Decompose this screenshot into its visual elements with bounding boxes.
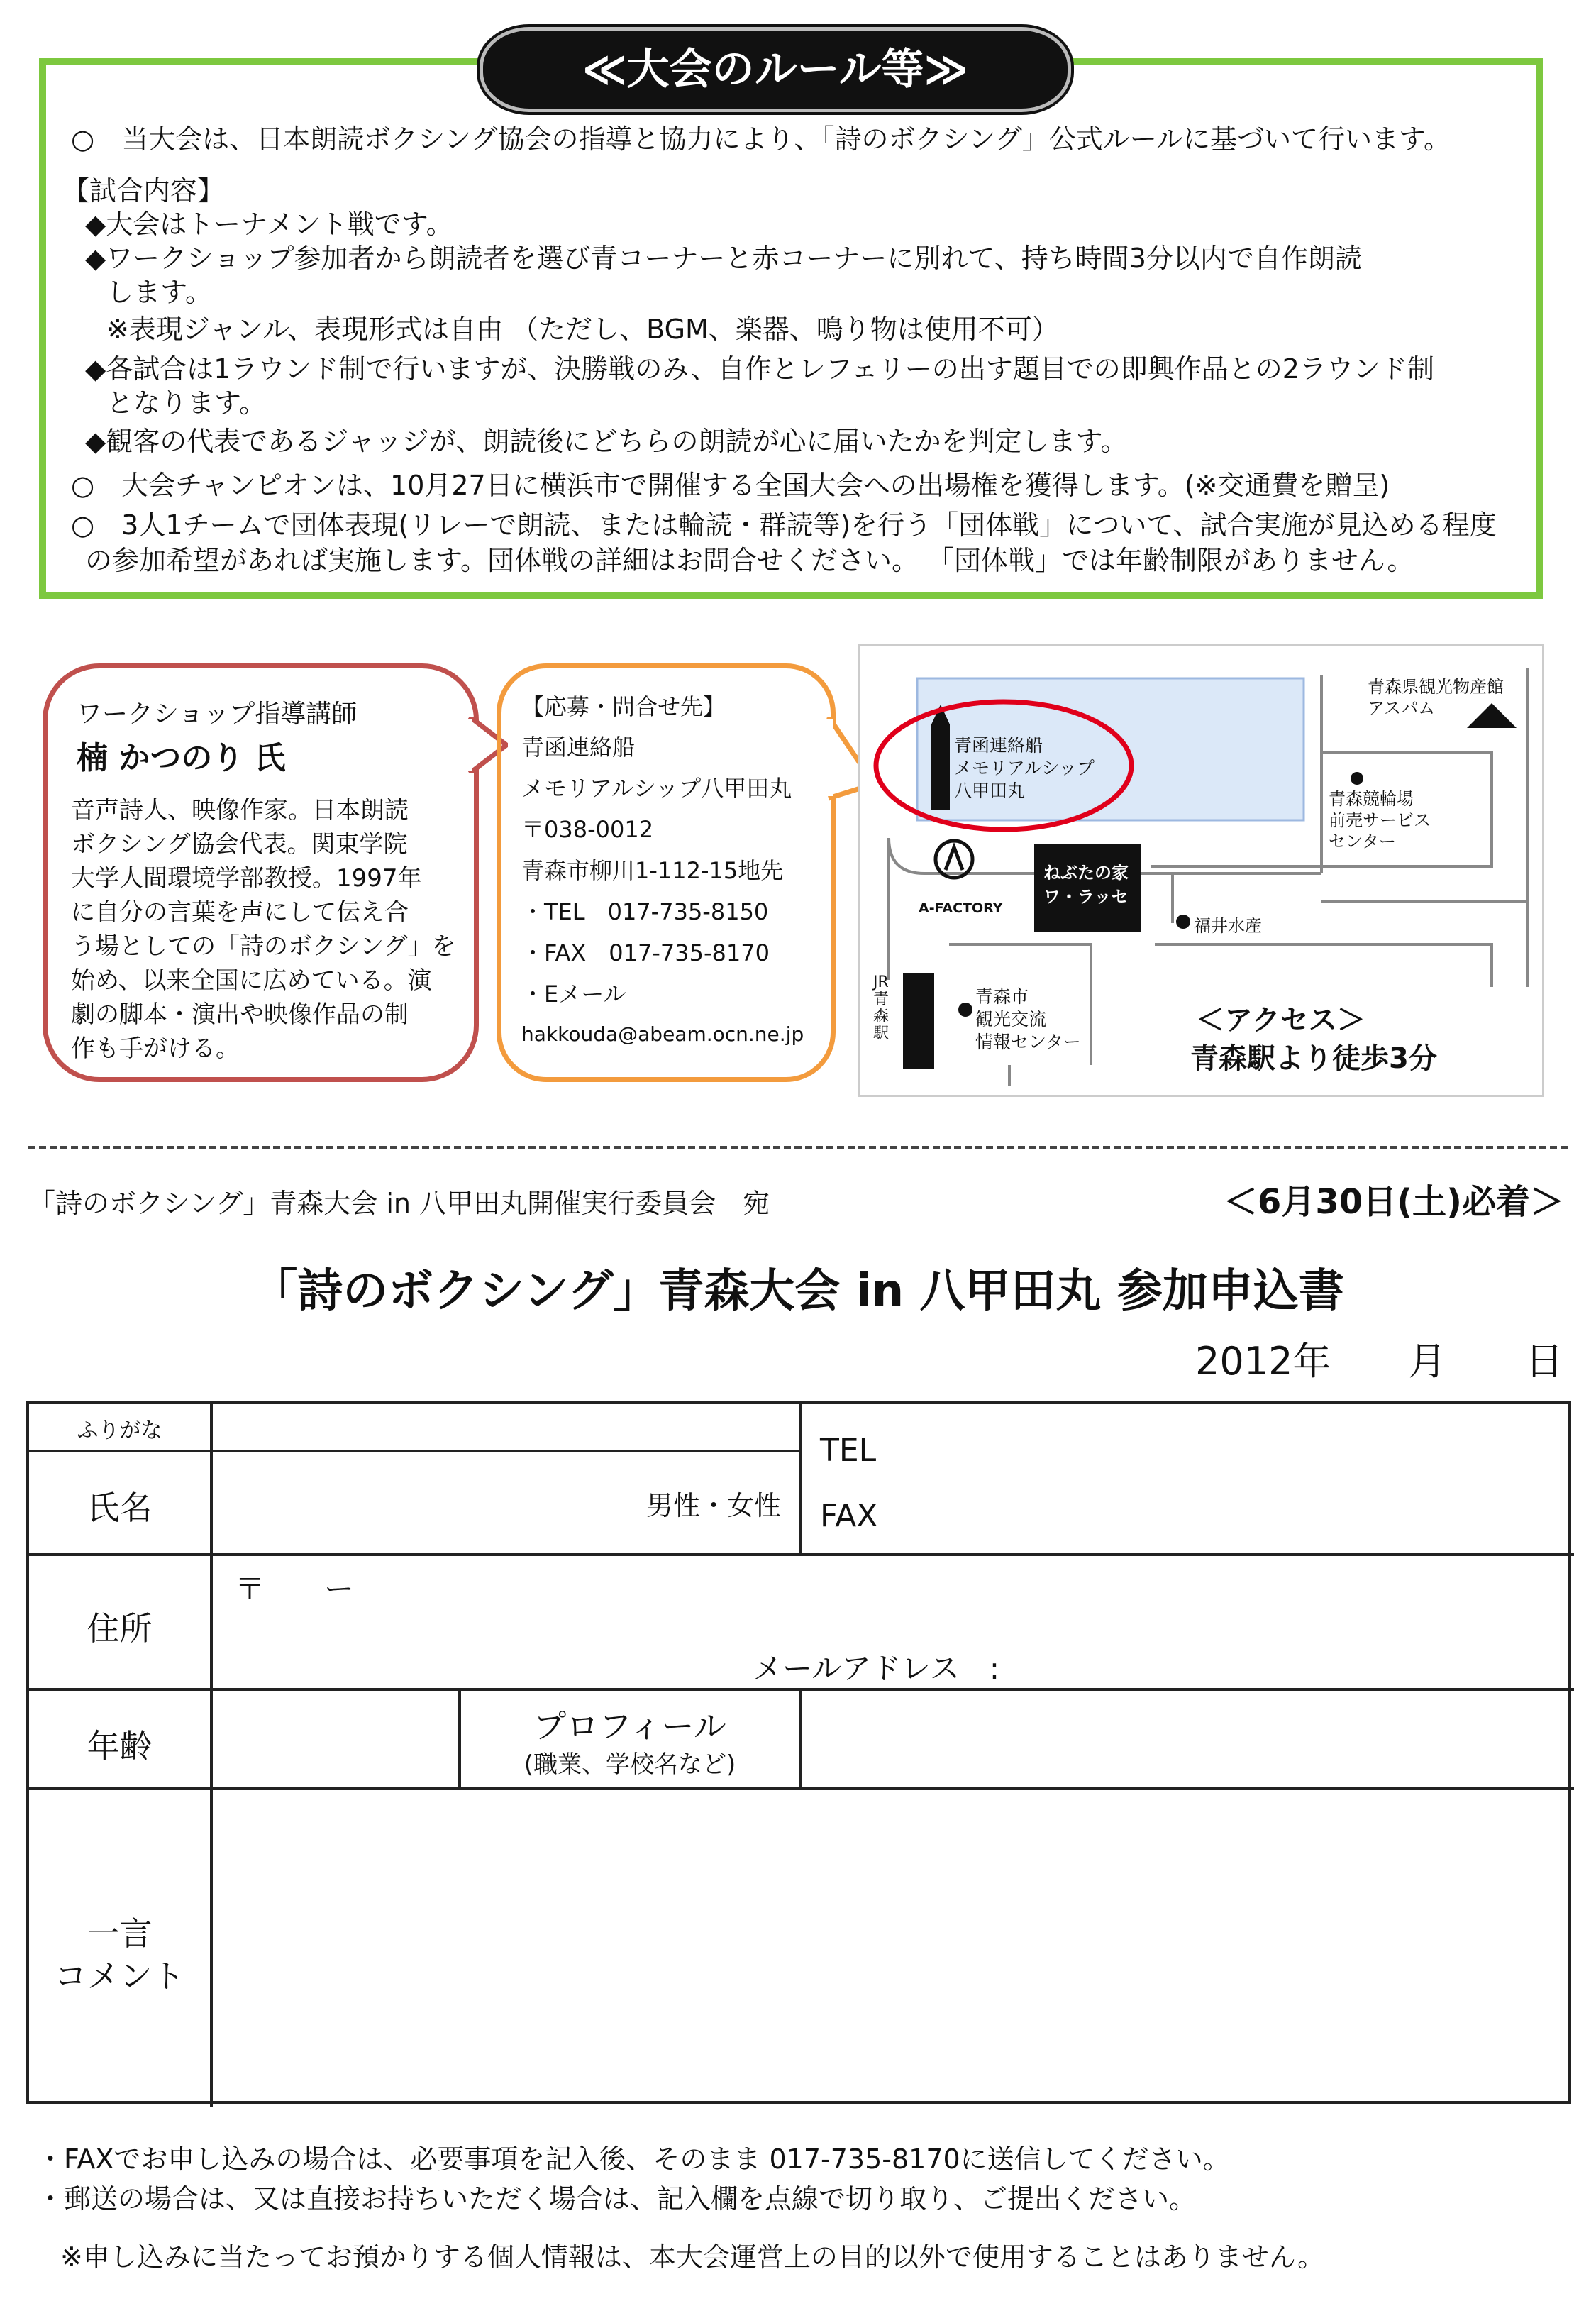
contact-line: 青森市柳川1-112-15地先 <box>521 857 784 884</box>
rule-note: ○ 3人1チームで団体表現(リレーで朗読、または輪読・群読等)を行う「団体戦」について、試合実施が見込める程度 <box>71 509 1497 541</box>
application-form-table <box>26 1401 1571 2104</box>
bio-line: 劇の脚本・演出や映像作品の制 <box>71 1000 409 1029</box>
gender-select[interactable]: 男性・女性 <box>646 1490 782 1521</box>
address-label: 住所 <box>87 1609 153 1648</box>
email-label: メールアドレス : <box>753 1651 1000 1686</box>
footer-fax-note: ・FAXでお申し込みの場合は、必要事項を記入後、そのまま 017-735-8170に送信してください。 <box>37 2144 1230 2175</box>
fax-label: FAX <box>820 1498 878 1534</box>
rules-intro: ○ 当大会は、日本朗読ボクシング協会の指導と協力により、「詩のボクシング」公式ルールに基づいて行います。 <box>71 123 1451 155</box>
contact-heading: 【応募・問合せ先】 <box>521 693 726 720</box>
instructor-bio <box>71 793 468 1066</box>
asupamu-line: 青森県観光物産館 <box>1368 677 1504 697</box>
map-kanko <box>975 986 1081 1054</box>
profile-field[interactable] <box>802 1691 1568 1786</box>
map-ship-label <box>954 734 1095 802</box>
contact-fax: ・FAX 017-735-8170 <box>521 939 770 966</box>
nebuta-line: ねぶたの家 <box>1043 863 1129 883</box>
map-keirin <box>1329 788 1431 852</box>
date-year[interactable]: 2012年 <box>1195 1339 1331 1384</box>
age-label: 年齢 <box>87 1727 153 1765</box>
contact-info <box>521 687 833 1054</box>
kanko-line: 観光交流 <box>975 1009 1047 1030</box>
access-text: 青森駅より徒歩3分 <box>1190 1042 1437 1075</box>
rule-item: ◆ワークショップ参加者から朗読者を選び青コーナーと赤コーナーに別れて、持ち時間3分以内で自作朗読 <box>85 243 1362 274</box>
access-title: ＜アクセス＞ <box>1196 1004 1365 1037</box>
keirin-line: センター <box>1329 832 1397 851</box>
bio-line: う場としての「詩のボクシング」を <box>71 932 456 961</box>
map-nebuta <box>1043 861 1129 909</box>
map-station: JR青森駅 <box>873 973 890 1042</box>
ship-label-line: 青函連絡船 <box>954 735 1043 756</box>
profile-label: プロフィール <box>533 1707 726 1745</box>
form-deadline: ＜6月30日(土)必着＞ <box>1223 1182 1564 1222</box>
instructor-name: 楠 かつのり 氏 <box>77 740 286 776</box>
bio-line: 音声詩人、映像作家。日本朗読 <box>71 796 409 824</box>
furigana-field[interactable] <box>214 1407 795 1448</box>
ship-label-line: 八甲田丸 <box>954 780 1026 801</box>
map-asupamu <box>1368 676 1504 719</box>
furigana-label: ふりがな <box>77 1418 162 1443</box>
instructor-role: ワークショップ指導講師 <box>77 700 358 729</box>
rule-item: ◆大会はトーナメント戦です。 <box>85 209 453 240</box>
bio-line: ボクシング協会代表。関東学院 <box>71 830 408 859</box>
date-month[interactable]: 月 <box>1408 1339 1446 1384</box>
comment-label: 一言 <box>87 1914 153 1953</box>
age-field[interactable] <box>214 1691 455 1786</box>
cut-line <box>28 1146 1568 1149</box>
ship-label-line: メモリアルシップ <box>954 758 1095 778</box>
comment-label: コメント <box>54 1957 185 1995</box>
contact-tel: ・TEL 017-735-8150 <box>521 898 769 925</box>
postal-code-field[interactable]: 〒 ー <box>235 1572 355 1606</box>
form-addressee: 「詩のボクシング」青森大会 in 八甲田丸開催実行委員会 宛 <box>28 1188 770 1219</box>
map-fukui: 福井水産 <box>1194 916 1262 936</box>
bio-line: 作も手がける。 <box>71 1035 240 1063</box>
bio-line: に自分の言葉を声にして伝え合 <box>71 898 409 927</box>
contact-line: メモリアルシップ八甲田丸 <box>521 775 792 802</box>
contact-email-label: ・Eメール <box>521 981 626 1008</box>
profile-sublabel: (職業、学校名など) <box>523 1750 736 1779</box>
access-map <box>858 644 1544 1097</box>
bio-line: 始め、以来全国に広めている。演 <box>71 966 432 995</box>
contact-line: 青函連絡船 <box>521 734 636 761</box>
date-day[interactable]: 日 <box>1525 1339 1563 1384</box>
rule-item: ◆観客の代表であるジャッジが、朗読後にどちらの朗読が心に届いたかを判定します。 <box>85 426 1128 457</box>
contact-email[interactable]: hakkouda@abeam.ocn.ne.jp <box>521 1022 804 1046</box>
rule-item: ※表現ジャンル、表現形式は自由 （ただし、BGM、楽器、鳴り物は使用不可） <box>106 314 1059 345</box>
kanko-line: 情報センター <box>975 1032 1082 1052</box>
rule-item: します。 <box>106 277 212 308</box>
map-afactory: A-FACTORY <box>919 900 1003 916</box>
kanko-line: 青森市 <box>975 986 1029 1007</box>
comment-field[interactable] <box>215 1793 1566 2100</box>
rule-note: ○ 大会チャンピオンは、10月27日に横浜市で開催する全国大会への出場権を獲得します。(※交通費を贈呈) <box>71 470 1390 501</box>
name-label: 氏名 <box>87 1489 153 1527</box>
rules-title: ≪大会のルール等≫ <box>480 27 1071 112</box>
map-access <box>1190 1001 1437 1078</box>
footer-privacy-note: ※申し込みに当たってお預かりする個人情報は、本大会運営上の目的以外で使用することはありません。 <box>60 2241 1325 2273</box>
contact-line: 〒038-0012 <box>521 816 654 843</box>
asupamu-line: アスパム <box>1368 698 1436 718</box>
footer-mail-note: ・郵送の場合は、又は直接お持ちいただく場合は、記入欄を点線で切り取り、ご提出ください。 <box>37 2183 1197 2214</box>
keirin-line: 前売サービス <box>1329 810 1431 830</box>
bio-line: 大学人間環境学部教授。1997年 <box>71 864 422 893</box>
tel-label: TEL <box>820 1433 877 1469</box>
rule-item: となります。 <box>106 387 266 419</box>
rules-section-title: 【試合内容】 <box>62 175 225 206</box>
form-title: 「詩のボクシング」青森大会 in 八甲田丸 参加申込書 <box>252 1265 1344 1318</box>
rule-item: ◆各試合は1ラウンド制で行いますが、決勝戦のみ、自作とレフェリーの出す題目での即興作品との2ラウンド制 <box>85 353 1434 385</box>
nebuta-line: ワ・ラッセ <box>1043 887 1129 907</box>
rule-note: の参加希望があれば実施します。団体戦の詳細はお問合せください。 「団体戦」では年齢制限がありません。 <box>85 545 1414 576</box>
keirin-line: 青森競輪場 <box>1329 789 1414 809</box>
